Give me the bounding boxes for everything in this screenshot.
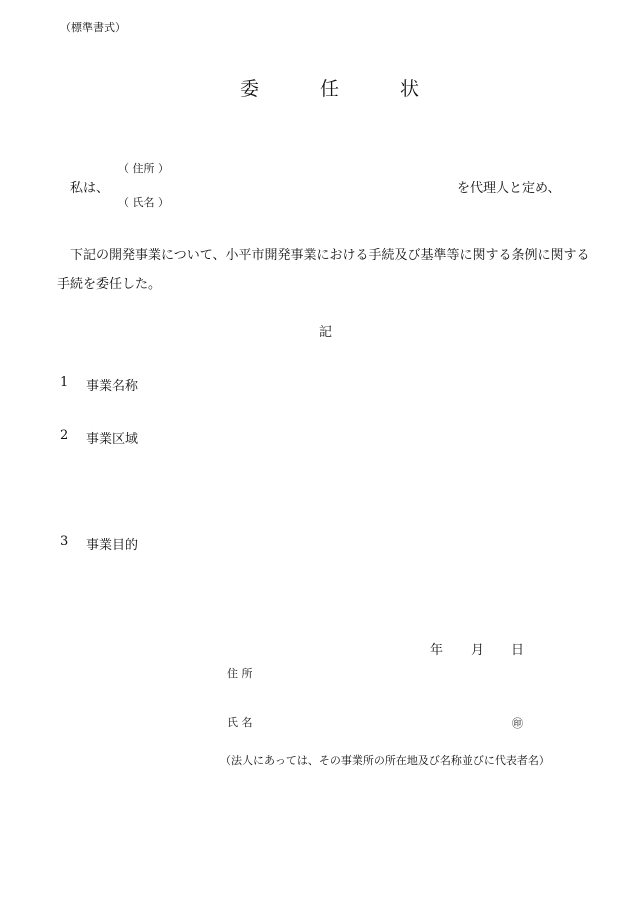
signer-name-label: 氏 名 xyxy=(227,716,253,729)
appointment-suffix: を代理人と定め、 xyxy=(457,181,561,196)
title-char-3: 状 xyxy=(400,78,420,100)
date-year-label: 年 xyxy=(430,643,444,658)
date-day-label: 日 xyxy=(511,643,525,658)
item-number-3: 3 xyxy=(60,534,69,549)
corporation-note: （法人にあっては、その事業所の所在地及び名称並びに代表者名） xyxy=(220,754,550,767)
appointment-prefix: 私は、 xyxy=(70,181,110,196)
date-month-label: 月 xyxy=(471,643,485,658)
item-number-2: 2 xyxy=(60,428,69,443)
item-number-1: 1 xyxy=(60,375,69,390)
appointee-name-label: （ 氏名 ） xyxy=(118,196,169,209)
title-char-1: 委 xyxy=(240,78,260,100)
ki-heading: 記 xyxy=(319,325,333,340)
signer-address-label: 住 所 xyxy=(227,667,253,680)
item-label-project-area: 事業区域 xyxy=(86,432,139,447)
appointee-address-label: （ 住所 ） xyxy=(118,162,169,175)
delegation-paragraph: 下記の開発事業について、小平市開発事業における手続及び基準等に関する条例に関する手続を委任した。 xyxy=(57,248,590,292)
item-label-project-name: 事業名称 xyxy=(86,379,139,394)
item-label-project-purpose: 事業目的 xyxy=(86,538,139,553)
seal-mark: ㊞ xyxy=(512,717,523,730)
title-char-2: 任 xyxy=(320,78,340,100)
form-type-label: （標準書式） xyxy=(60,21,126,34)
